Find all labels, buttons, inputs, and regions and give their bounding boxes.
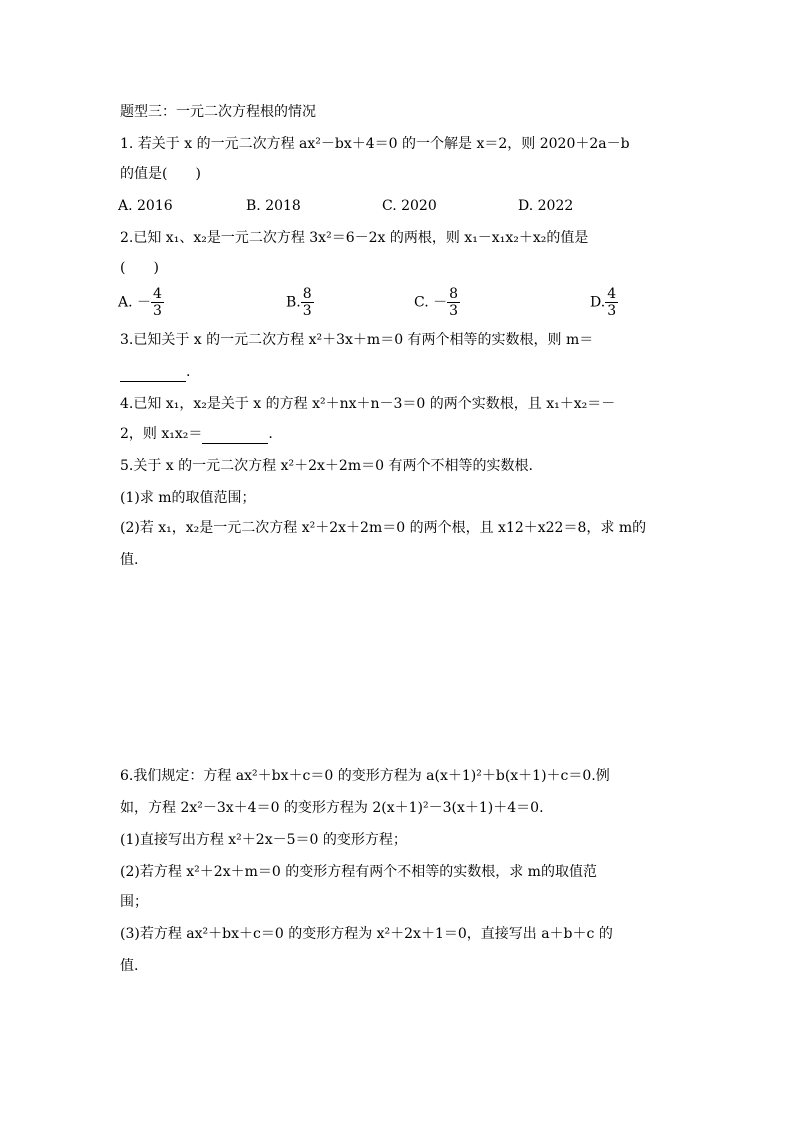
q3-line1: 3.已知关于 x 的一元二次方程 x²＋3x＋m＝0 有两个相等的实数根，则 m＝ (120, 332, 594, 348)
q2-option-c (414, 286, 460, 319)
q2-option-d-fraction (605, 286, 618, 319)
q2-option-d-prefix: D. (590, 294, 606, 311)
answer-blank[interactable] (120, 367, 186, 382)
fraction-denominator: 3 (607, 303, 617, 319)
q3-line2-suffix: . (186, 364, 191, 380)
q6-part2: (2)若方程 x²＋2x＋m＝0 的变形方程有两个不相等的实数根，求 m的取值范 (120, 864, 597, 880)
q4-line1: 4.已知 x₁，x₂是关于 x 的方程 x²＋nx＋n－3＝0 的两个实数根，且 x₁＋x₂＝－ (120, 396, 616, 412)
q1-option-d: D. 2022 (518, 198, 574, 214)
q6-part3-cont: 值. (120, 958, 139, 974)
q2-line2: ( ) (120, 260, 159, 276)
q1-line2: 的值是( ) (120, 166, 201, 182)
q1-option-a: A. 2016 (118, 198, 173, 214)
q2-option-b (286, 286, 314, 319)
q6-line1: 6.我们规定：方程 ax²＋bx＋c＝0 的变形方程为 a(x＋1)²＋b(x＋1)＋c＝0.例 (120, 768, 610, 784)
section-title: 题型三：一元二次方程根的情况 (120, 104, 316, 120)
q2-option-a-prefix: A. － (118, 294, 152, 311)
q2-option-a (118, 286, 164, 319)
fraction-numerator: 8 (302, 286, 312, 302)
q5-part2: (2)若 x₁，x₂是一元二次方程 x²＋2x＋2m＝0 的两个根，且 x12＋x22＝8，求 m的 (120, 520, 647, 536)
q2-line1: 2.已知 x₁、x₂是一元二次方程 3x²＝6－2x 的两根，则 x₁－x₁x₂＋x₂的值是 (120, 230, 589, 246)
q1-line1: 1. 若关于 x 的一元二次方程 ax²－bx＋4＝0 的一个解是 x＝2，则 2020＋2a－b (120, 136, 630, 152)
q1-option-c: C. 2020 (382, 198, 437, 214)
q4-line2 (120, 424, 273, 444)
q2-option-b-prefix: B. (286, 294, 301, 311)
fraction-denominator: 3 (449, 303, 459, 319)
q6-part1: (1)直接写出方程 x²＋2x－5＝0 的变形方程； (120, 832, 407, 848)
q4-line2-suffix: . (268, 426, 273, 442)
q1-option-b: B. 2018 (246, 198, 301, 214)
q6-line2: 如，方程 2x²－3x＋4＝0 的变形方程为 2(x＋1)²－3(x＋1)＋4＝0. (120, 800, 544, 816)
fraction-numerator: 4 (153, 286, 162, 302)
q5-part2-cont: 值. (120, 552, 139, 568)
fraction-denominator: 3 (302, 303, 312, 319)
answer-blank[interactable] (202, 429, 268, 444)
q2-option-b-fraction (301, 286, 314, 319)
fraction-numerator: 8 (449, 286, 459, 302)
q2-option-a-fraction (151, 286, 164, 319)
q5-line1: 5.关于 x 的一元二次方程 x²＋2x＋2m＝0 有两个不相等的实数根. (120, 458, 533, 474)
q4-line2-prefix: 2，则 x₁x₂＝ (120, 426, 203, 442)
q2-option-c-prefix: C. － (414, 294, 448, 311)
q2-option-d (590, 286, 618, 319)
q2-option-c-fraction (447, 286, 460, 319)
q6-part3: (3)若方程 ax²＋bx＋c＝0 的变形方程为 x²＋2x＋1＝0，直接写出 a＋b＋c 的 (120, 926, 613, 942)
q3-line2 (120, 362, 190, 382)
fraction-denominator: 3 (153, 303, 162, 319)
q6-part2-cont: 围； (120, 894, 148, 910)
fraction-numerator: 4 (607, 286, 617, 302)
q5-part1: (1)求 m的取值范围； (120, 490, 256, 506)
